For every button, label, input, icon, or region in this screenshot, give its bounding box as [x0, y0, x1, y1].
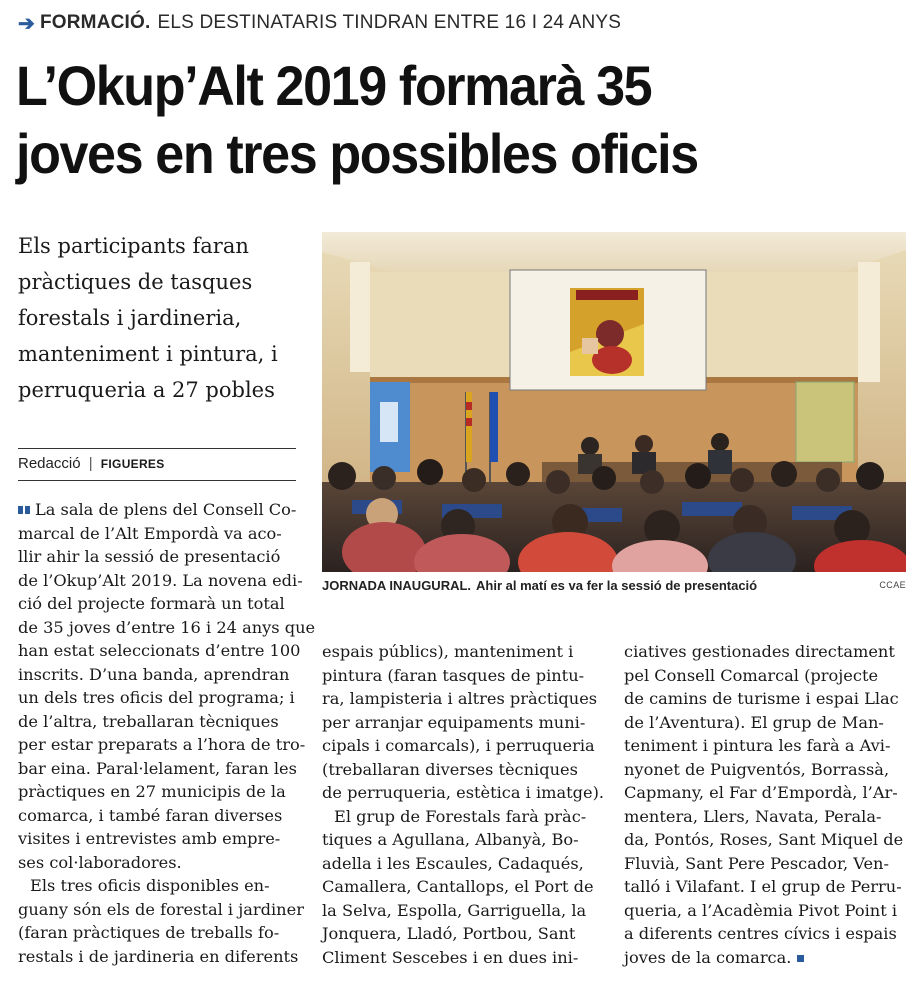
- body-line: per estar preparats a l’hora de tro-: [18, 735, 306, 754]
- lead-line: Els participants faran: [18, 234, 249, 258]
- body-line: inscrits. D’una banda, aprendran: [18, 664, 290, 684]
- kicker: [18, 10, 621, 36]
- body-line: queria, a l’Acadèmia Pivot Point i: [624, 900, 898, 920]
- headline-line: joves en tres possibles oficis: [16, 122, 698, 185]
- body-column-1: [18, 498, 316, 968]
- lead-line: manteniment i pintura, i: [18, 342, 278, 366]
- body-line: marcal de l’Alt Empordà va aco-: [18, 523, 282, 543]
- presentation-room-illustration: [322, 232, 906, 572]
- body-line: pel Consell Comarcal (projecte: [624, 665, 879, 685]
- double-square-bullet-icon: [18, 506, 31, 514]
- headline: [16, 52, 844, 188]
- body-line: da, Pontós, Roses, Sant Miquel de: [624, 830, 904, 849]
- body-line: ciatives gestionades directament: [624, 642, 895, 661]
- body-column-3: [624, 640, 908, 969]
- body-line: ses col·laboradores.: [18, 852, 182, 872]
- news-photo: [322, 232, 906, 572]
- body-line: bar eina. Paral·lelament, faran les: [18, 758, 297, 778]
- body-line: cipals i comarcals), i perruqueria: [322, 736, 595, 755]
- body-line: talló i Vilafant. I el grup de Perru-: [624, 877, 902, 896]
- body-line: ció del projecte formarà un total: [18, 594, 285, 613]
- body-line: Jonquera, Lladó, Portbou, Sant: [322, 924, 576, 943]
- body-line: comarca, i també faran diverses: [18, 805, 283, 825]
- section-label: FORMACIÓ.: [39, 12, 151, 33]
- body-line: de 35 joves d’entre 16 i 24 anys que: [18, 617, 316, 637]
- body-line: pintura (faran tasques de pintu-: [322, 665, 585, 685]
- body-line: espais públics), manteniment i: [322, 642, 574, 661]
- body-line: de l’Okup’Alt 2019. La novena edi-: [18, 570, 303, 590]
- headline-line: L’Okup’Alt 2019 formarà 35: [16, 54, 652, 117]
- lead-line: perruqueria a 27 pobles: [18, 378, 275, 402]
- byline-place: FIGUERES: [100, 457, 165, 471]
- lead-paragraph: [18, 228, 298, 408]
- body-line: Els tres oficis disponibles en-: [30, 876, 270, 895]
- body-line: un dels tres oficis del programa; i: [18, 688, 295, 707]
- body-line: Fluvià, Sant Pere Pescador, Ven-: [624, 853, 889, 873]
- body-line: restals i de jardineria en diferents: [18, 946, 299, 966]
- lead-line: pràctiques de tasques: [18, 270, 253, 294]
- byline-bottom-rule: [18, 480, 296, 481]
- body-line: adella i les Escaules, Cadaqués,: [322, 853, 584, 873]
- body-line: La sala de plens del Consell Co-: [18, 498, 298, 522]
- body-line: guany són els de forestal i jardiner: [18, 899, 304, 919]
- body-line: (treballaran diverses tècniques: [322, 759, 578, 779]
- body-line: llir ahir la sessió de presentació: [18, 547, 281, 566]
- body-line: tiques a Agullana, Albanyà, Bo-: [322, 830, 579, 849]
- body-line: de l’Aventura). El grup de Man-: [624, 712, 884, 732]
- body-line: han estat seleccionats d’entre 100: [18, 641, 301, 660]
- byline-author: Redacció: [18, 455, 81, 472]
- caption-text: Ahir al matí es va fer la sessió de presentació: [476, 577, 758, 593]
- body-line: visites i entrevistes amb empre-: [18, 829, 281, 848]
- body-column-2: [322, 640, 604, 969]
- photo-credit: CCAE: [879, 580, 906, 590]
- body-line: Climent Sescebes i en dues ini-: [322, 947, 579, 967]
- body-line: El grup de Forestals farà pràc-: [334, 806, 587, 826]
- body-line: (faran pràctiques de treballs fo-: [18, 923, 280, 942]
- byline: [18, 455, 165, 472]
- body-line: pràctiques en 27 municipis de la: [18, 782, 286, 801]
- byline-separator: |: [88, 455, 93, 472]
- body-line: Capmany, el Far d’Empordà, l’Ar-: [624, 783, 898, 802]
- body-line: de l’altra, treballaran tècniques: [18, 711, 279, 731]
- lead-line: forestals i jardineria,: [18, 306, 242, 330]
- kicker-subtitle: ELS DESTINATARIS TINDRAN ENTRE 16 I 24 ANYS: [157, 12, 622, 33]
- caption-title: JORNADA INAUGURAL.: [322, 577, 472, 593]
- body-line: a diferents centres cívics i espais: [624, 924, 897, 943]
- arrow-right-icon: ➔: [18, 12, 35, 35]
- body-line: ra, lampisteria i altres pràctiques: [322, 689, 598, 708]
- body-line: teniment i pintura les farà a Avi-: [624, 736, 891, 755]
- body-line: Camallera, Cantallops, el Port de: [322, 877, 594, 896]
- square-end-icon: [797, 955, 804, 962]
- body-line: la Selva, Espolla, Garriguella, la: [322, 900, 587, 920]
- photo-caption: [322, 575, 906, 595]
- body-line: de perruqueria, estètica i imatge).: [322, 783, 605, 802]
- body-line: joves de la comarca.: [624, 946, 908, 970]
- body-line: per arranjar equipaments muni-: [322, 712, 586, 732]
- byline-top-rule: [18, 448, 296, 449]
- body-line: mentera, Llers, Navata, Perala-: [624, 806, 882, 826]
- body-line: nyonet de Puigventós, Borrassà,: [624, 759, 890, 779]
- body-line: de camins de turisme i espai Llac: [624, 689, 899, 708]
